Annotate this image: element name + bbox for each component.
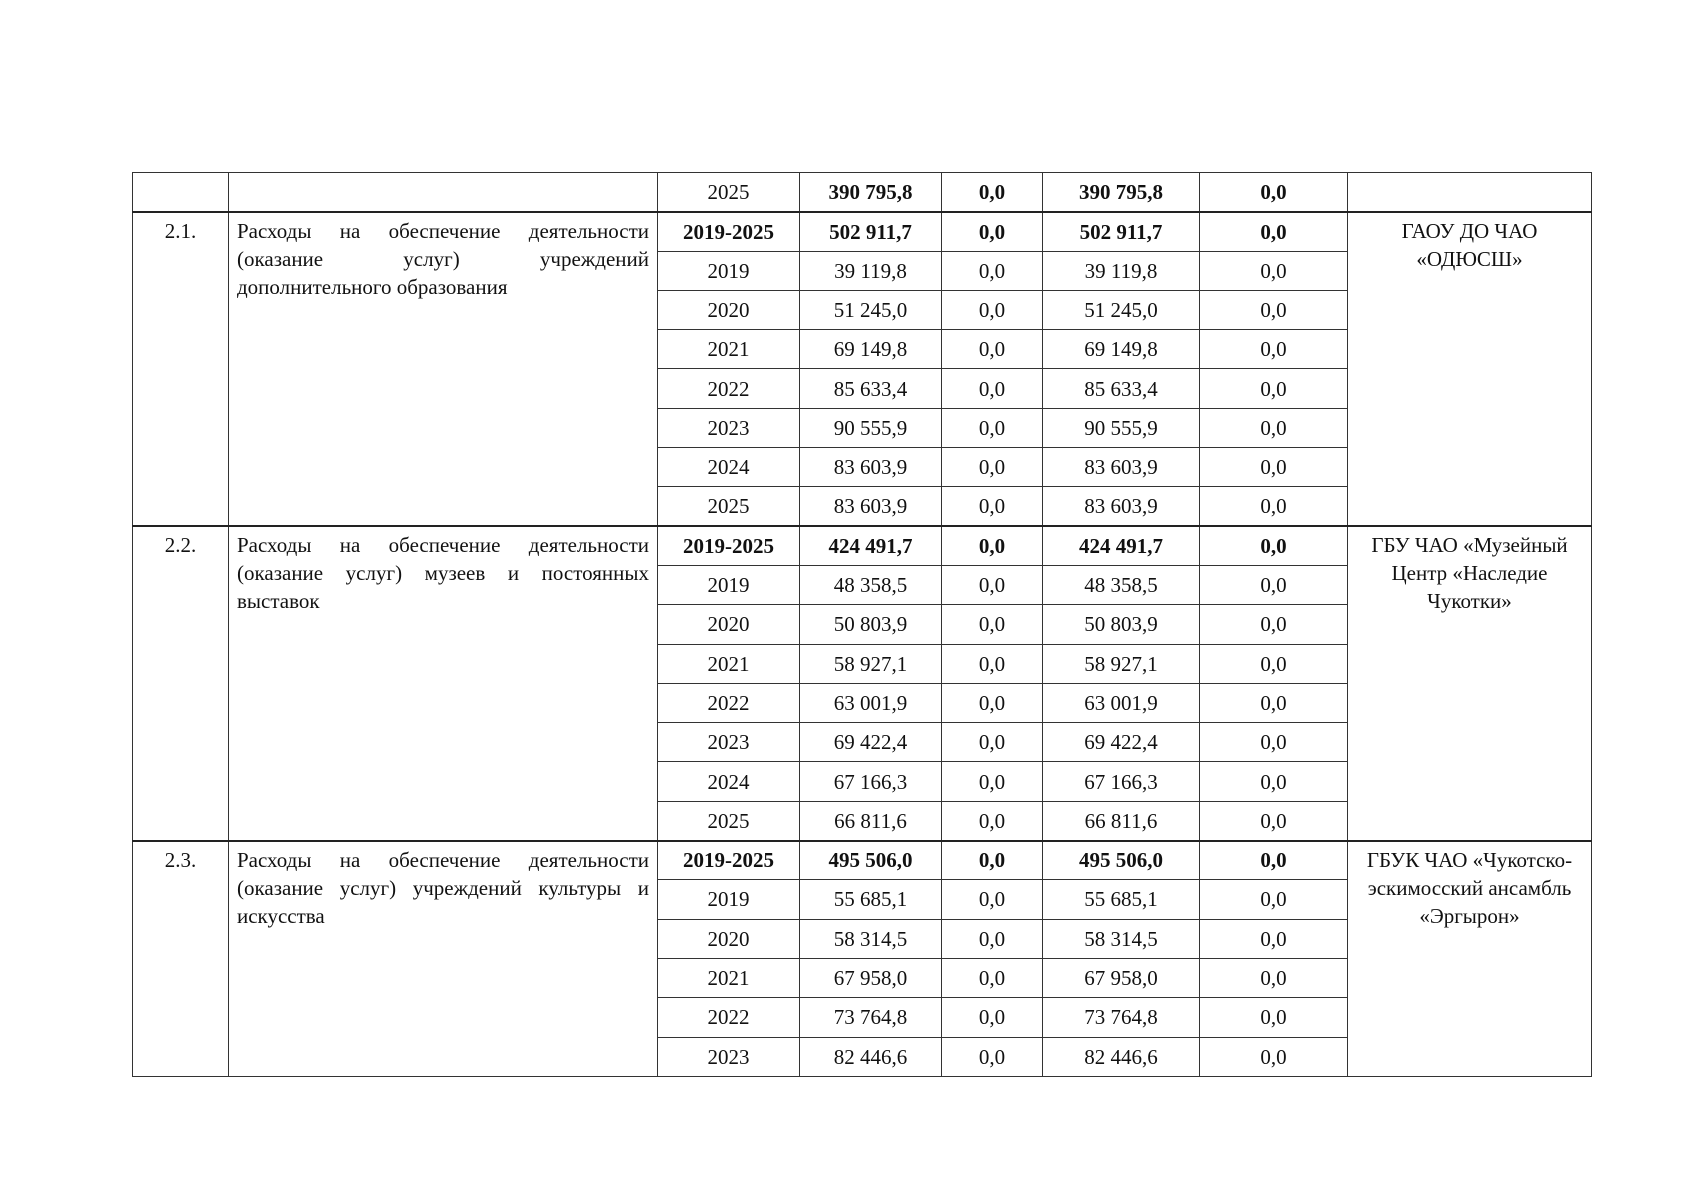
- col2-cell: 424 491,7: [1043, 526, 1200, 565]
- col1-cell: 0,0: [942, 644, 1043, 683]
- executor-cell: ГБУ ЧАО «Музейный Центр «Наследие Чукотки»: [1348, 526, 1592, 840]
- col1-cell: 0,0: [942, 1037, 1043, 1076]
- year-cell: 2019-2025: [658, 526, 800, 565]
- col3-cell: 0,0: [1200, 330, 1348, 369]
- total-cell: 82 446,6: [800, 1037, 942, 1076]
- total-cell: 55 685,1: [800, 880, 942, 919]
- col2-cell: 495 506,0: [1043, 841, 1200, 880]
- col1-cell: 0,0: [942, 841, 1043, 880]
- col3-cell: 0,0: [1200, 448, 1348, 487]
- col1-cell: 0,0: [942, 565, 1043, 604]
- year-cell: 2022: [658, 683, 800, 722]
- total-cell: 58 314,5: [800, 919, 942, 958]
- executor-cell: ГБУК ЧАО «Чукотско-эскимосский ансамбль «Эргырон»: [1348, 841, 1592, 1077]
- executor-cell: ГАОУ ДО ЧАО «ОДЮСШ»: [1348, 212, 1592, 526]
- year-cell: 2025: [658, 487, 800, 526]
- col1-cell: 0,0: [942, 173, 1043, 212]
- col2-cell: 63 001,9: [1043, 683, 1200, 722]
- item-number-cell: 2.3.: [133, 841, 229, 1077]
- year-cell: 2025: [658, 801, 800, 840]
- total-cell: 51 245,0: [800, 290, 942, 329]
- total-cell: 67 958,0: [800, 958, 942, 997]
- col3-cell: 0,0: [1200, 644, 1348, 683]
- year-cell: 2021: [658, 644, 800, 683]
- year-cell: 2025: [658, 173, 800, 212]
- col3-cell: 0,0: [1200, 841, 1348, 880]
- col1-cell: 0,0: [942, 487, 1043, 526]
- col3-cell: 0,0: [1200, 919, 1348, 958]
- year-cell: 2022: [658, 369, 800, 408]
- col3-cell: 0,0: [1200, 369, 1348, 408]
- item-number-cell: 2.1.: [133, 212, 229, 526]
- year-cell: 2019-2025: [658, 212, 800, 251]
- col2-cell: 85 633,4: [1043, 369, 1200, 408]
- col3-cell: 0,0: [1200, 1037, 1348, 1076]
- col2-cell: 69 422,4: [1043, 723, 1200, 762]
- table-row: [133, 212, 1592, 251]
- year-cell: 2020: [658, 919, 800, 958]
- col1-cell: 0,0: [942, 330, 1043, 369]
- year-cell: 2023: [658, 723, 800, 762]
- year-cell: 2020: [658, 290, 800, 329]
- col1-cell: 0,0: [942, 251, 1043, 290]
- total-cell: 73 764,8: [800, 998, 942, 1037]
- total-cell: 85 633,4: [800, 369, 942, 408]
- total-cell: 39 119,8: [800, 251, 942, 290]
- year-cell: 2021: [658, 958, 800, 997]
- col3-cell: 0,0: [1200, 565, 1348, 604]
- col2-cell: 82 446,6: [1043, 1037, 1200, 1076]
- total-cell: 90 555,9: [800, 408, 942, 447]
- item-name-cell: Расходы на обеспечение деятельности (оказание услуг) музеев и постоянных выставок: [229, 526, 658, 840]
- col2-cell: 83 603,9: [1043, 448, 1200, 487]
- col1-cell: 0,0: [942, 408, 1043, 447]
- col3-cell: 0,0: [1200, 526, 1348, 565]
- col1-cell: 0,0: [942, 448, 1043, 487]
- col3-cell: 0,0: [1200, 723, 1348, 762]
- executor-cell: [1348, 173, 1592, 212]
- total-cell: 69 422,4: [800, 723, 942, 762]
- col3-cell: 0,0: [1200, 251, 1348, 290]
- item-name-cell: [229, 173, 658, 212]
- col1-cell: 0,0: [942, 526, 1043, 565]
- col3-cell: 0,0: [1200, 605, 1348, 644]
- year-cell: 2024: [658, 448, 800, 487]
- year-cell: 2019: [658, 565, 800, 604]
- table-row: [133, 841, 1592, 880]
- col3-cell: 0,0: [1200, 880, 1348, 919]
- budget-table: [132, 172, 1592, 1077]
- total-cell: 63 001,9: [800, 683, 942, 722]
- item-name-cell: Расходы на обеспечение деятельности (оказание услуг) учреждений дополнительного образования: [229, 212, 658, 526]
- col1-cell: 0,0: [942, 369, 1043, 408]
- col2-cell: 50 803,9: [1043, 605, 1200, 644]
- col3-cell: 0,0: [1200, 958, 1348, 997]
- budget-table-body: [133, 173, 1592, 1077]
- total-cell: 83 603,9: [800, 448, 942, 487]
- total-cell: 69 149,8: [800, 330, 942, 369]
- total-cell: 50 803,9: [800, 605, 942, 644]
- year-cell: 2020: [658, 605, 800, 644]
- col3-cell: 0,0: [1200, 801, 1348, 840]
- col1-cell: 0,0: [942, 212, 1043, 251]
- col1-cell: 0,0: [942, 958, 1043, 997]
- col2-cell: 58 927,1: [1043, 644, 1200, 683]
- total-cell: 58 927,1: [800, 644, 942, 683]
- col2-cell: 66 811,6: [1043, 801, 1200, 840]
- col1-cell: 0,0: [942, 605, 1043, 644]
- col2-cell: 502 911,7: [1043, 212, 1200, 251]
- col3-cell: 0,0: [1200, 762, 1348, 801]
- col1-cell: 0,0: [942, 919, 1043, 958]
- col2-cell: 48 358,5: [1043, 565, 1200, 604]
- col2-cell: 73 764,8: [1043, 998, 1200, 1037]
- year-cell: 2019-2025: [658, 841, 800, 880]
- total-cell: 83 603,9: [800, 487, 942, 526]
- col1-cell: 0,0: [942, 723, 1043, 762]
- col1-cell: 0,0: [942, 762, 1043, 801]
- col3-cell: 0,0: [1200, 683, 1348, 722]
- col2-cell: 83 603,9: [1043, 487, 1200, 526]
- col3-cell: 0,0: [1200, 998, 1348, 1037]
- total-cell: 48 358,5: [800, 565, 942, 604]
- col1-cell: 0,0: [942, 998, 1043, 1037]
- col1-cell: 0,0: [942, 290, 1043, 329]
- year-cell: 2023: [658, 408, 800, 447]
- total-cell: 66 811,6: [800, 801, 942, 840]
- year-cell: 2021: [658, 330, 800, 369]
- total-cell: 67 166,3: [800, 762, 942, 801]
- total-cell: 495 506,0: [800, 841, 942, 880]
- table-row: [133, 526, 1592, 565]
- col1-cell: 0,0: [942, 880, 1043, 919]
- col2-cell: 39 119,8: [1043, 251, 1200, 290]
- total-cell: 424 491,7: [800, 526, 942, 565]
- total-cell: 390 795,8: [800, 173, 942, 212]
- col3-cell: 0,0: [1200, 487, 1348, 526]
- item-name-cell: Расходы на обеспечение деятельности (оказание услуг) учреждений культуры и искусства: [229, 841, 658, 1077]
- item-number-cell: [133, 173, 229, 212]
- col3-cell: 0,0: [1200, 173, 1348, 212]
- table-row: [133, 173, 1592, 212]
- col2-cell: 69 149,8: [1043, 330, 1200, 369]
- year-cell: 2019: [658, 880, 800, 919]
- year-cell: 2019: [658, 251, 800, 290]
- year-cell: 2023: [658, 1037, 800, 1076]
- col2-cell: 90 555,9: [1043, 408, 1200, 447]
- year-cell: 2022: [658, 998, 800, 1037]
- col2-cell: 390 795,8: [1043, 173, 1200, 212]
- col2-cell: 55 685,1: [1043, 880, 1200, 919]
- col3-cell: 0,0: [1200, 212, 1348, 251]
- col3-cell: 0,0: [1200, 408, 1348, 447]
- col2-cell: 58 314,5: [1043, 919, 1200, 958]
- item-number-cell: 2.2.: [133, 526, 229, 840]
- col2-cell: 67 166,3: [1043, 762, 1200, 801]
- col3-cell: 0,0: [1200, 290, 1348, 329]
- total-cell: 502 911,7: [800, 212, 942, 251]
- year-cell: 2024: [658, 762, 800, 801]
- col1-cell: 0,0: [942, 801, 1043, 840]
- col1-cell: 0,0: [942, 683, 1043, 722]
- col2-cell: 51 245,0: [1043, 290, 1200, 329]
- col2-cell: 67 958,0: [1043, 958, 1200, 997]
